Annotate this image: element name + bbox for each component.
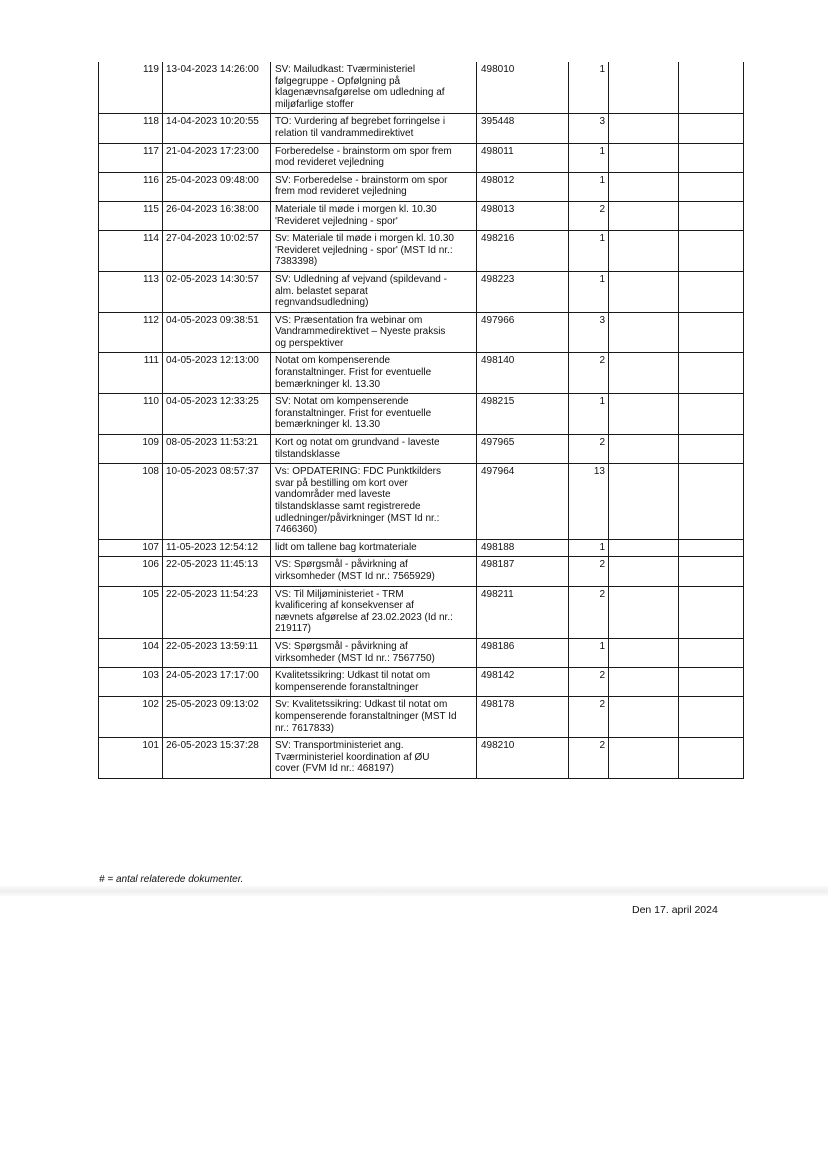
row-empty-cell — [679, 697, 744, 738]
scan-artifact-band — [0, 886, 828, 896]
row-empty-cell — [679, 738, 744, 779]
row-doc-id: 498188 — [477, 539, 569, 557]
row-related-count: 1 — [569, 394, 609, 435]
row-title: SV: Forberedelse - brainstorm om spor frem mod revideret vejledning — [271, 172, 477, 201]
row-doc-id: 498010 — [477, 62, 569, 114]
row-title: Sv: Kvalitetssikring: Udkast til notat om kompenserende foranstaltninger (MST Id nr.: 7617833) — [271, 697, 477, 738]
row-title: Forberedelse - brainstorm om spor frem mod revideret vejledning — [271, 143, 477, 172]
row-title: VS: Spørgsmål - påvirkning af virksomheder (MST Id nr.: 7567750) — [271, 638, 477, 667]
table-row — [99, 172, 744, 201]
row-empty-cell — [679, 557, 744, 586]
row-doc-id: 498187 — [477, 557, 569, 586]
row-datetime: 25-04-2023 09:48:00 — [163, 172, 271, 201]
row-datetime: 14-04-2023 10:20:55 — [163, 114, 271, 143]
row-empty-cell — [609, 312, 679, 353]
table-row — [99, 201, 744, 230]
table-row — [99, 557, 744, 586]
row-number: 112 — [99, 312, 163, 353]
row-datetime: 25-05-2023 09:13:02 — [163, 697, 271, 738]
row-title: Kvalitetssikring: Udkast til notat om kompenserende foranstaltninger — [271, 668, 477, 697]
table-row — [99, 62, 744, 114]
row-doc-id: 498013 — [477, 201, 569, 230]
row-title: Vs: OPDATERING: FDC Punktkilders svar på bestilling om kort over vandområder med laveste tilstandsklasse samt registrerede udledninger/påvirkninger (MST Id nr.: 7466360) — [271, 464, 477, 540]
row-title: Materiale til møde i morgen kl. 10.30 'Revideret vejledning - spor' — [271, 201, 477, 230]
row-number: 108 — [99, 464, 163, 540]
row-related-count: 1 — [569, 172, 609, 201]
row-number: 119 — [99, 62, 163, 114]
row-empty-cell — [609, 353, 679, 394]
table-row — [99, 697, 744, 738]
row-datetime: 21-04-2023 17:23:00 — [163, 143, 271, 172]
table-row — [99, 638, 744, 667]
row-related-count: 2 — [569, 201, 609, 230]
row-number: 114 — [99, 231, 163, 272]
row-title: Kort og notat om grundvand - laveste tilstandsklasse — [271, 435, 477, 464]
row-related-count: 3 — [569, 312, 609, 353]
row-number: 117 — [99, 143, 163, 172]
row-number: 109 — [99, 435, 163, 464]
row-datetime: 26-05-2023 15:37:28 — [163, 738, 271, 779]
row-doc-id: 498186 — [477, 638, 569, 667]
row-related-count: 2 — [569, 353, 609, 394]
row-empty-cell — [679, 114, 744, 143]
row-related-count: 2 — [569, 435, 609, 464]
table-row — [99, 435, 744, 464]
row-number: 118 — [99, 114, 163, 143]
row-title: VS: Til Miljøministeriet - TRM kvalificering af konsekvenser af nævnets afgørelse af 23.02.2023 (Id nr.: 219117) — [271, 586, 477, 638]
row-empty-cell — [609, 231, 679, 272]
row-title: SV: Transportministeriet ang. Tværministeriel koordination af ØU cover (FVM Id nr.: 468197) — [271, 738, 477, 779]
row-datetime: 04-05-2023 12:33:25 — [163, 394, 271, 435]
row-empty-cell — [609, 668, 679, 697]
table-row — [99, 668, 744, 697]
row-empty-cell — [609, 738, 679, 779]
row-empty-cell — [609, 586, 679, 638]
row-number: 111 — [99, 353, 163, 394]
row-datetime: 08-05-2023 11:53:21 — [163, 435, 271, 464]
row-related-count: 2 — [569, 738, 609, 779]
row-related-count: 2 — [569, 557, 609, 586]
row-datetime: 26-04-2023 16:38:00 — [163, 201, 271, 230]
row-title: TO: Vurdering af begrebet forringelse i relation til vandrammedirektivet — [271, 114, 477, 143]
row-title: SV: Notat om kompenserende foranstaltninger. Frist for eventuelle bemærkninger kl. 13.30 — [271, 394, 477, 435]
table-row — [99, 231, 744, 272]
row-related-count: 1 — [569, 638, 609, 667]
row-datetime: 13-04-2023 14:26:00 — [163, 62, 271, 114]
row-title: VS: Præsentation fra webinar om Vandrammedirektivet – Nyeste praksis og perspektiver — [271, 312, 477, 353]
row-empty-cell — [679, 312, 744, 353]
row-datetime: 22-05-2023 13:59:11 — [163, 638, 271, 667]
row-datetime: 27-04-2023 10:02:57 — [163, 231, 271, 272]
table-row — [99, 394, 744, 435]
table-row — [99, 539, 744, 557]
row-doc-id: 498178 — [477, 697, 569, 738]
row-related-count: 3 — [569, 114, 609, 143]
table-row — [99, 143, 744, 172]
row-doc-id: 497964 — [477, 464, 569, 540]
row-number: 101 — [99, 738, 163, 779]
row-number: 104 — [99, 638, 163, 667]
row-title: VS: Spørgsmål - påvirkning af virksomheder (MST Id nr.: 7565929) — [271, 557, 477, 586]
row-number: 106 — [99, 557, 163, 586]
table-body — [99, 62, 744, 778]
row-related-count: 1 — [569, 143, 609, 172]
row-datetime: 22-05-2023 11:54:23 — [163, 586, 271, 638]
row-title: Notat om kompenserende foranstaltninger. Frist for eventuelle bemærkninger kl. 13.30 — [271, 353, 477, 394]
row-empty-cell — [609, 638, 679, 667]
row-datetime: 02-05-2023 14:30:57 — [163, 271, 271, 312]
row-title: lidt om tallene bag kortmateriale — [271, 539, 477, 557]
table-row — [99, 464, 744, 540]
row-number: 103 — [99, 668, 163, 697]
row-doc-id: 498210 — [477, 738, 569, 779]
row-empty-cell — [679, 435, 744, 464]
row-empty-cell — [679, 62, 744, 114]
row-doc-id: 498211 — [477, 586, 569, 638]
row-empty-cell — [609, 114, 679, 143]
footnote: # = antal relaterede dokumenter. — [99, 874, 244, 885]
row-empty-cell — [609, 394, 679, 435]
row-empty-cell — [609, 143, 679, 172]
row-empty-cell — [609, 557, 679, 586]
row-empty-cell — [609, 172, 679, 201]
table-row — [99, 353, 744, 394]
row-empty-cell — [609, 435, 679, 464]
row-related-count: 1 — [569, 231, 609, 272]
row-doc-id: 395448 — [477, 114, 569, 143]
row-empty-cell — [679, 668, 744, 697]
documents-table — [98, 62, 744, 779]
row-number: 110 — [99, 394, 163, 435]
row-empty-cell — [679, 638, 744, 667]
row-empty-cell — [609, 464, 679, 540]
row-datetime: 04-05-2023 09:38:51 — [163, 312, 271, 353]
row-related-count: 2 — [569, 586, 609, 638]
row-doc-id: 498140 — [477, 353, 569, 394]
row-datetime: 10-05-2023 08:57:37 — [163, 464, 271, 540]
row-doc-id: 498223 — [477, 271, 569, 312]
row-datetime: 11-05-2023 12:54:12 — [163, 539, 271, 557]
row-datetime: 04-05-2023 12:13:00 — [163, 353, 271, 394]
row-doc-id: 498012 — [477, 172, 569, 201]
row-empty-cell — [679, 143, 744, 172]
row-number: 107 — [99, 539, 163, 557]
row-title: SV: Udledning af vejvand (spildevand - alm. belastet separat regnvandsudledning) — [271, 271, 477, 312]
row-related-count: 1 — [569, 539, 609, 557]
table-row — [99, 271, 744, 312]
row-datetime: 24-05-2023 17:17:00 — [163, 668, 271, 697]
row-number: 115 — [99, 201, 163, 230]
row-datetime: 22-05-2023 11:45:13 — [163, 557, 271, 586]
row-empty-cell — [609, 271, 679, 312]
table-row — [99, 738, 744, 779]
row-title: SV: Mailudkast: Tværministeriel følgegruppe - Opfølgning på klagenævnsafgørelse om udledning af miljøfarlige stoffer — [271, 62, 477, 114]
row-empty-cell — [679, 172, 744, 201]
row-doc-id: 497965 — [477, 435, 569, 464]
row-related-count: 2 — [569, 697, 609, 738]
row-empty-cell — [679, 586, 744, 638]
row-doc-id: 497966 — [477, 312, 569, 353]
row-related-count: 1 — [569, 271, 609, 312]
row-empty-cell — [679, 201, 744, 230]
table-row — [99, 586, 744, 638]
row-empty-cell — [679, 271, 744, 312]
row-empty-cell — [609, 697, 679, 738]
row-empty-cell — [679, 464, 744, 540]
row-number: 113 — [99, 271, 163, 312]
row-doc-id: 498215 — [477, 394, 569, 435]
row-doc-id: 498142 — [477, 668, 569, 697]
row-doc-id: 498216 — [477, 231, 569, 272]
row-related-count: 13 — [569, 464, 609, 540]
row-empty-cell — [609, 201, 679, 230]
row-doc-id: 498011 — [477, 143, 569, 172]
row-number: 116 — [99, 172, 163, 201]
row-empty-cell — [679, 539, 744, 557]
table-row — [99, 114, 744, 143]
row-related-count: 1 — [569, 62, 609, 114]
row-related-count: 2 — [569, 668, 609, 697]
row-number: 102 — [99, 697, 163, 738]
row-title: Sv: Materiale til møde i morgen kl. 10.30 'Revideret vejledning - spor' (MST Id nr.: 7383398) — [271, 231, 477, 272]
row-empty-cell — [679, 394, 744, 435]
print-date: Den 17. april 2024 — [632, 904, 718, 916]
row-empty-cell — [679, 231, 744, 272]
row-empty-cell — [609, 539, 679, 557]
table-row — [99, 312, 744, 353]
row-empty-cell — [679, 353, 744, 394]
row-number: 105 — [99, 586, 163, 638]
row-empty-cell — [609, 62, 679, 114]
